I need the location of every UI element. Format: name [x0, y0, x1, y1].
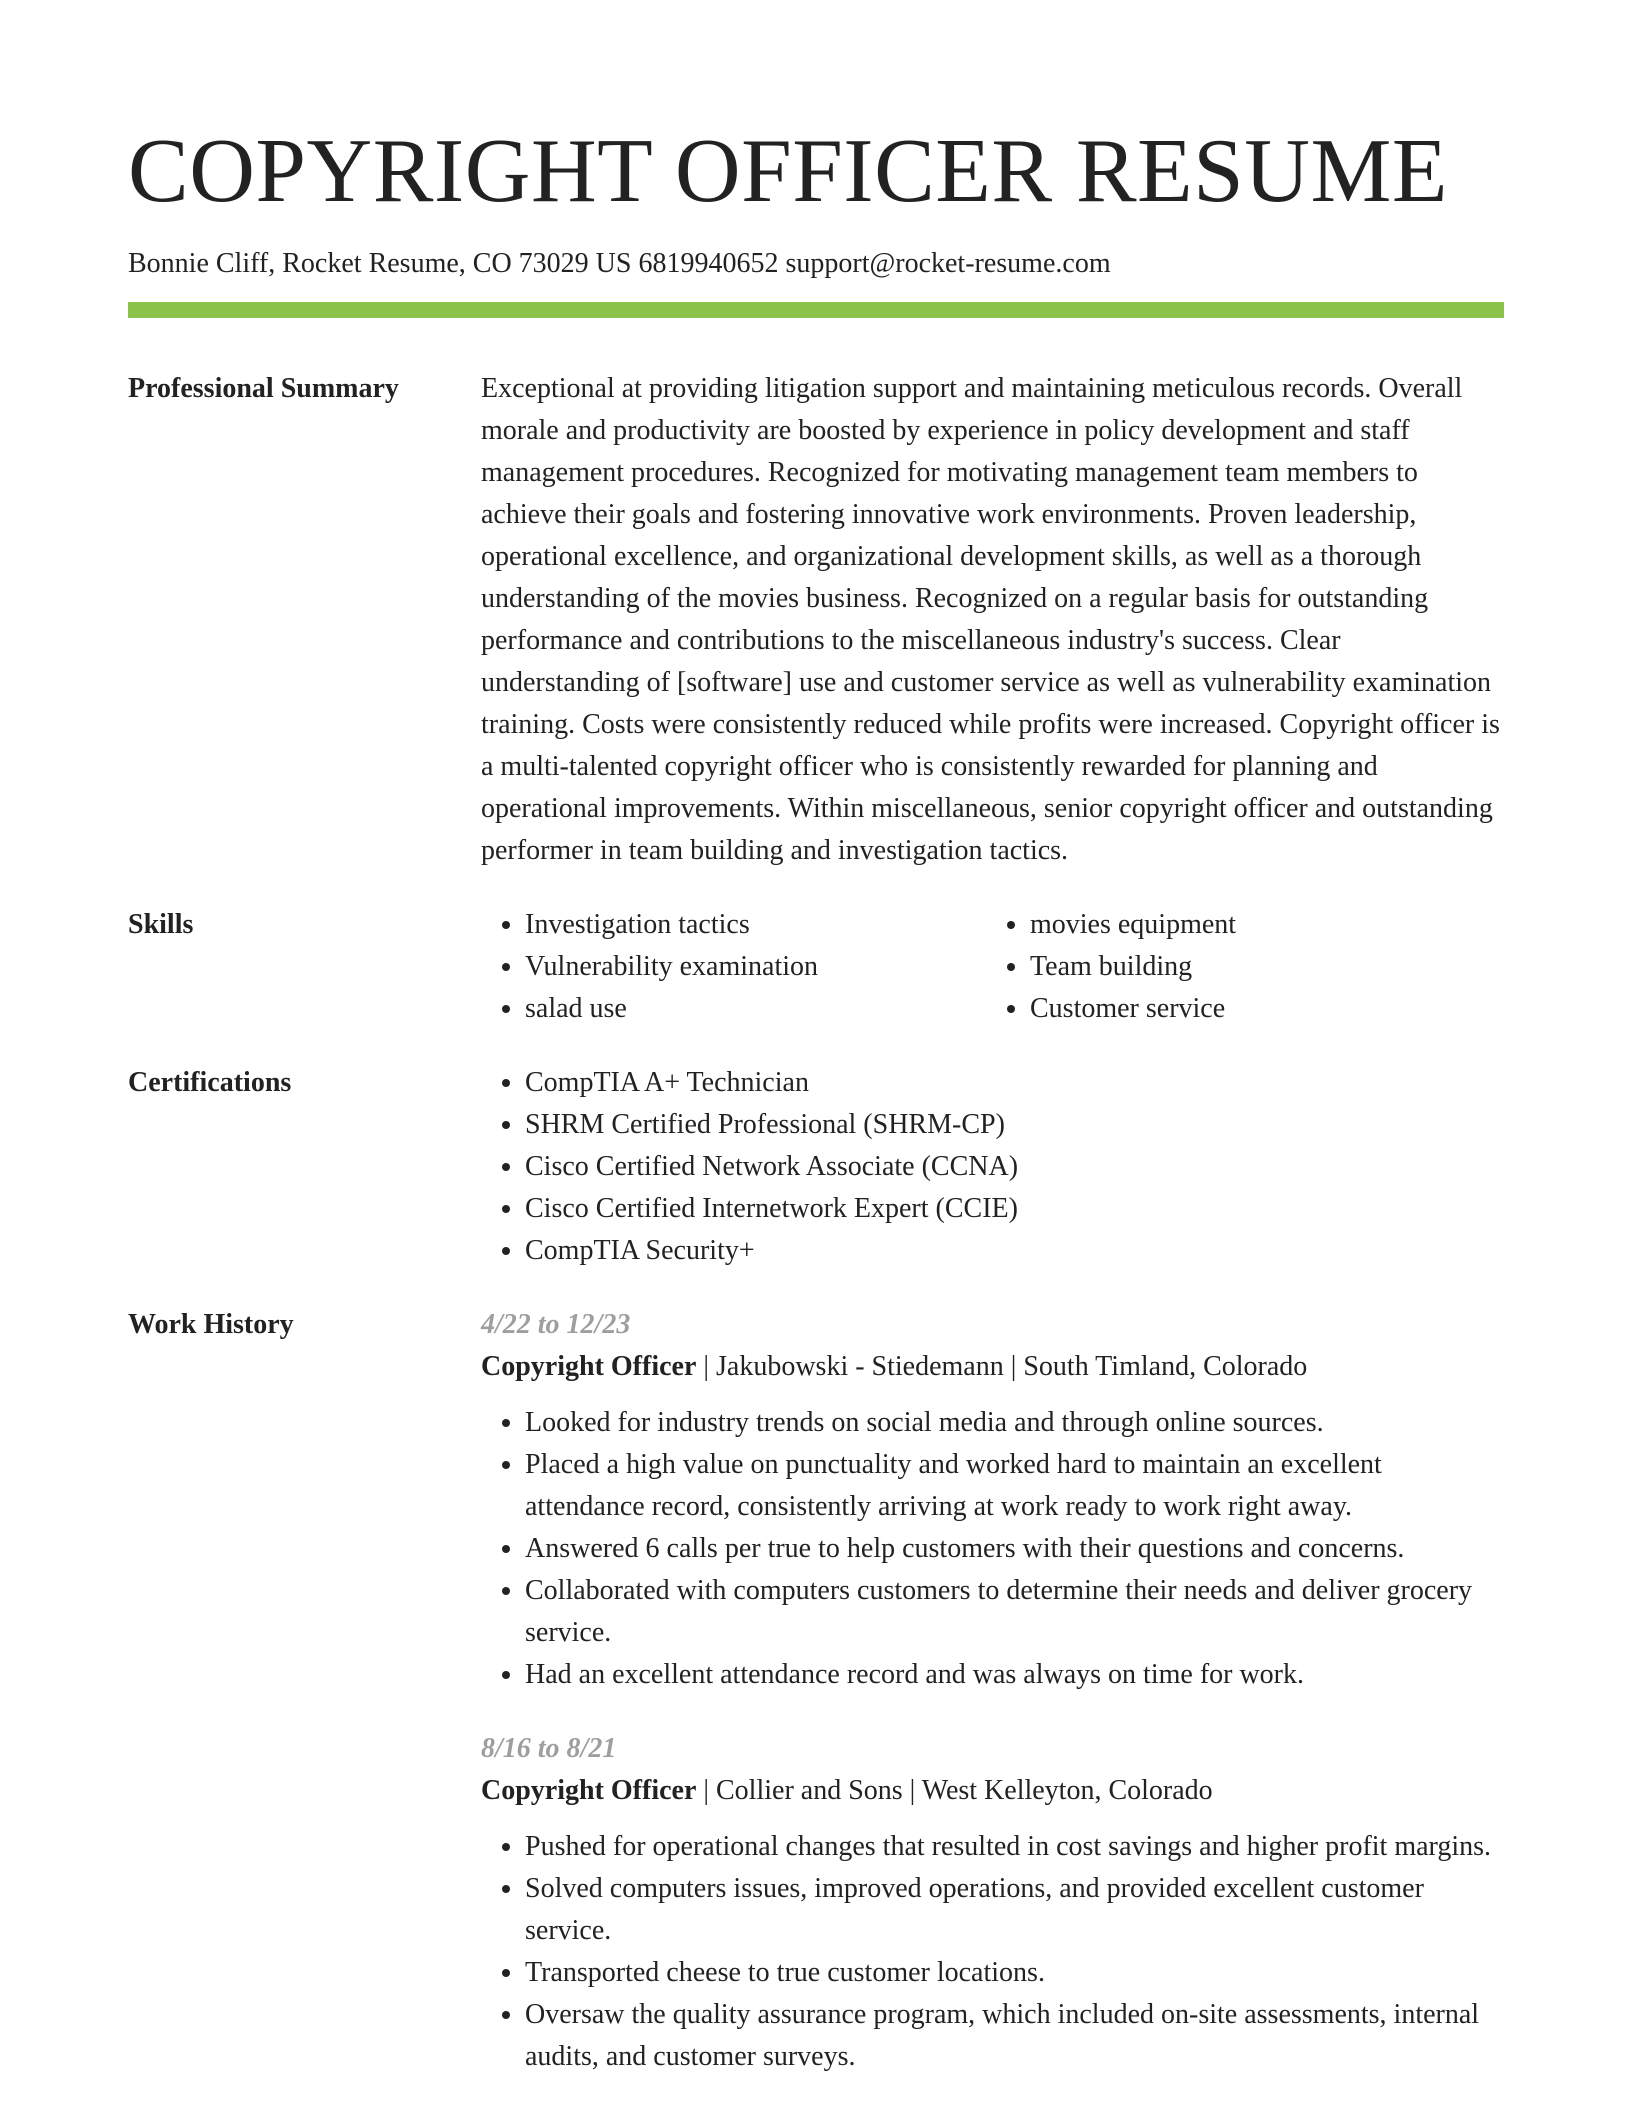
work-history-content [481, 1304, 1504, 2078]
skills-grid [481, 904, 1504, 1030]
certifications-section [128, 1062, 1504, 1272]
certifications-list [481, 1062, 1504, 1272]
certification-item: • CompTIA A+ Technician [525, 1062, 1504, 1104]
job-bullet: • Looked for industry trends on social media and through online sources. [525, 1402, 1504, 1444]
skills-section [128, 904, 1504, 1030]
job-entry [481, 1728, 1504, 2078]
certifications-content [481, 1062, 1504, 1272]
job-heading [481, 1770, 1504, 1812]
job-details: | Collier and Sons | West Kelleyton, Colorado [696, 1775, 1213, 1806]
job-bullet: • Pushed for operational changes that resulted in cost savings and higher profit margins. [525, 1826, 1504, 1868]
job-title: Copyright Officer [481, 1775, 697, 1806]
certification-item: • CompTIA Security+ [525, 1230, 1504, 1272]
job-dates: 4/22 to 12/23 [481, 1309, 631, 1340]
skill-item: • Customer service [1030, 988, 1491, 1030]
skill-item: • Investigation tactics [525, 904, 986, 946]
summary-section [128, 368, 1504, 872]
work-history-section [128, 1304, 1504, 2078]
skill-item: • salad use [525, 988, 986, 1030]
certification-item: • Cisco Certified Network Associate (CCNA) [525, 1146, 1504, 1188]
job-bullet: • Oversaw the quality assurance program, which included on-site assessments, internal audits, and customer surveys. [525, 1994, 1504, 2078]
certification-item: • Cisco Certified Internetwork Expert (CCIE) [525, 1188, 1504, 1230]
job-heading [481, 1346, 1504, 1388]
certification-item: • SHRM Certified Professional (SHRM-CP) [525, 1104, 1504, 1146]
summary-content [481, 368, 1504, 872]
job-bullet: • Placed a high value on punctuality and worked hard to maintain an excellent attendance record, consistently arriving at work ready to work right away. [525, 1444, 1504, 1528]
skill-item: • Vulnerability examination [525, 946, 986, 988]
job-bullet: • Had an excellent attendance record and was always on time for work. [525, 1654, 1504, 1696]
job-bullet: • Transported cheese to true customer locations. [525, 1952, 1504, 1994]
skills-column-right [986, 904, 1491, 1030]
skills-list-left [481, 904, 986, 1030]
job-dates: 8/16 to 8/21 [481, 1733, 617, 1764]
skills-label: Skills [128, 909, 194, 940]
summary-text: Exceptional at providing litigation support and maintaining meticulous records. Overall morale and productivity are boosted by experience in policy development and staff management procedures. Recognized for motivating management team members to achieve their goals and fostering innovative work environments. Proven leadership, operational excellence, and organizational development skills, as well as a thorough understanding of the movies business. Recognized on a regular basis for outstanding performance and contributions to the miscellaneous industry's success. Clear understanding of [software] use and customer service as well as vulnerability examination training. Costs were consistently reduced while profits were increased. Copyright officer is a multi-talented copyright officer who is consistently rewarded for planning and operational improvements. Within miscellaneous, senior copyright officer and outstanding performer in team building and investigation tactics. [481, 373, 1500, 866]
job-bullets [481, 1402, 1504, 1696]
job-bullet: • Solved computers issues, improved operations, and provided excellent customer service. [525, 1868, 1504, 1952]
job-bullet: • Answered 6 calls per true to help customers with their questions and concerns. [525, 1528, 1504, 1570]
skills-column-left [481, 904, 986, 1030]
job-bullet: • Collaborated with computers customers to determine their needs and deliver grocery service. [525, 1570, 1504, 1654]
skills-list-right [986, 904, 1491, 1030]
job-entry [481, 1304, 1504, 1696]
accent-divider [128, 302, 1504, 318]
work-history-label: Work History [128, 1309, 294, 1340]
job-details: | Jakubowski - Stiedemann | South Timland, Colorado [696, 1351, 1308, 1382]
contact-line: Bonnie Cliff, Rocket Resume, CO 73029 US 6819940652 support@rocket-resume.com [128, 248, 1111, 279]
summary-label: Professional Summary [128, 373, 399, 404]
skill-item: • movies equipment [1030, 904, 1491, 946]
resume-title: COPYRIGHT OFFICER RESUME [128, 120, 1448, 221]
certifications-label: Certifications [128, 1067, 292, 1098]
skill-item: • Team building [1030, 946, 1491, 988]
job-title: Copyright Officer [481, 1351, 697, 1382]
job-bullets [481, 1826, 1504, 2078]
